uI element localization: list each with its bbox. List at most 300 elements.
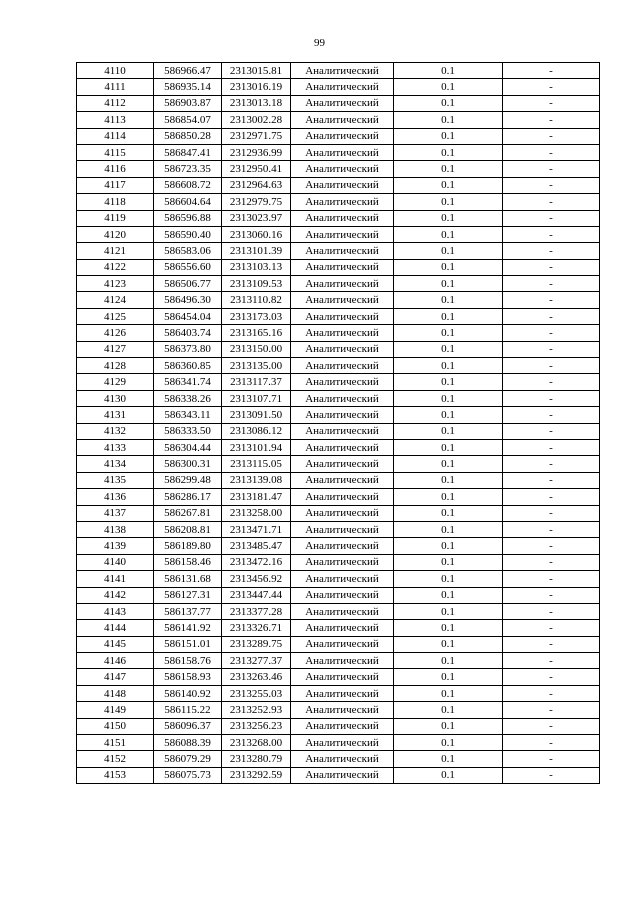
accuracy-cell: 0.1 (394, 161, 503, 177)
accuracy-cell: 0.1 (394, 292, 503, 308)
point-number-cell: 4121 (77, 243, 154, 259)
method-cell: Аналитический (291, 128, 394, 144)
y-coordinate-cell: 2313252.93 (222, 702, 291, 718)
method-cell: Аналитический (291, 653, 394, 669)
table-row (77, 177, 600, 193)
x-coordinate-cell: 586286.17 (154, 489, 222, 505)
point-number-cell: 4118 (77, 194, 154, 210)
table-row (77, 653, 600, 669)
method-cell: Аналитический (291, 439, 394, 455)
x-coordinate-cell: 586903.87 (154, 95, 222, 111)
x-coordinate-cell: 586596.88 (154, 210, 222, 226)
note-cell: - (503, 521, 600, 537)
table-row (77, 718, 600, 734)
x-coordinate-cell: 586506.77 (154, 276, 222, 292)
accuracy-cell: 0.1 (394, 603, 503, 619)
accuracy-cell: 0.1 (394, 685, 503, 701)
point-number-cell: 4122 (77, 259, 154, 275)
note-cell: - (503, 407, 600, 423)
table-row (77, 95, 600, 111)
method-cell: Аналитический (291, 702, 394, 718)
note-cell: - (503, 718, 600, 734)
x-coordinate-cell: 586137.77 (154, 603, 222, 619)
x-coordinate-cell: 586208.81 (154, 521, 222, 537)
note-cell: - (503, 341, 600, 357)
point-number-cell: 4112 (77, 95, 154, 111)
table-row (77, 571, 600, 587)
method-cell: Аналитический (291, 161, 394, 177)
note-cell: - (503, 587, 600, 603)
accuracy-cell: 0.1 (394, 63, 503, 79)
x-coordinate-cell: 586088.39 (154, 735, 222, 751)
x-coordinate-cell: 586373.80 (154, 341, 222, 357)
y-coordinate-cell: 2313060.16 (222, 226, 291, 242)
point-number-cell: 4133 (77, 439, 154, 455)
table-row (77, 636, 600, 652)
x-coordinate-cell: 586151.01 (154, 636, 222, 652)
point-number-cell: 4143 (77, 603, 154, 619)
accuracy-cell: 0.1 (394, 439, 503, 455)
table-row (77, 521, 600, 537)
x-coordinate-cell: 586403.74 (154, 325, 222, 341)
x-coordinate-cell: 586158.76 (154, 653, 222, 669)
method-cell: Аналитический (291, 571, 394, 587)
method-cell: Аналитический (291, 735, 394, 751)
point-number-cell: 4110 (77, 63, 154, 79)
note-cell: - (503, 653, 600, 669)
note-cell: - (503, 79, 600, 95)
y-coordinate-cell: 2313377.28 (222, 603, 291, 619)
y-coordinate-cell: 2313280.79 (222, 751, 291, 767)
note-cell: - (503, 571, 600, 587)
point-number-cell: 4153 (77, 767, 154, 783)
method-cell: Аналитический (291, 341, 394, 357)
table-row (77, 144, 600, 160)
point-number-cell: 4144 (77, 620, 154, 636)
point-number-cell: 4111 (77, 79, 154, 95)
y-coordinate-cell: 2313086.12 (222, 423, 291, 439)
note-cell: - (503, 390, 600, 406)
note-cell: - (503, 685, 600, 701)
table-row (77, 358, 600, 374)
y-coordinate-cell: 2313107.71 (222, 390, 291, 406)
x-coordinate-cell: 586854.07 (154, 112, 222, 128)
accuracy-cell: 0.1 (394, 620, 503, 636)
note-cell: - (503, 636, 600, 652)
accuracy-cell: 0.1 (394, 308, 503, 324)
table-row (77, 276, 600, 292)
method-cell: Аналитический (291, 620, 394, 636)
y-coordinate-cell: 2313471.71 (222, 521, 291, 537)
table-row (77, 472, 600, 488)
accuracy-cell: 0.1 (394, 587, 503, 603)
accuracy-cell: 0.1 (394, 177, 503, 193)
accuracy-cell: 0.1 (394, 505, 503, 521)
method-cell: Аналитический (291, 423, 394, 439)
method-cell: Аналитический (291, 636, 394, 652)
x-coordinate-cell: 586131.68 (154, 571, 222, 587)
table-row (77, 79, 600, 95)
note-cell: - (503, 226, 600, 242)
method-cell: Аналитический (291, 587, 394, 603)
note-cell: - (503, 210, 600, 226)
method-cell: Аналитический (291, 259, 394, 275)
point-number-cell: 4134 (77, 456, 154, 472)
point-number-cell: 4114 (77, 128, 154, 144)
accuracy-cell: 0.1 (394, 128, 503, 144)
y-coordinate-cell: 2313181.47 (222, 489, 291, 505)
note-cell: - (503, 194, 600, 210)
table-row (77, 390, 600, 406)
y-coordinate-cell: 2312971.75 (222, 128, 291, 144)
page-number: 99 (314, 37, 325, 49)
method-cell: Аналитический (291, 767, 394, 783)
method-cell: Аналитический (291, 407, 394, 423)
accuracy-cell: 0.1 (394, 341, 503, 357)
table-row (77, 374, 600, 390)
x-coordinate-cell: 586608.72 (154, 177, 222, 193)
point-number-cell: 4142 (77, 587, 154, 603)
table-row (77, 538, 600, 554)
accuracy-cell: 0.1 (394, 423, 503, 439)
x-coordinate-cell: 586343.11 (154, 407, 222, 423)
x-coordinate-cell: 586189.80 (154, 538, 222, 554)
accuracy-cell: 0.1 (394, 718, 503, 734)
accuracy-cell: 0.1 (394, 456, 503, 472)
point-number-cell: 4127 (77, 341, 154, 357)
note-cell: - (503, 472, 600, 488)
y-coordinate-cell: 2313456.92 (222, 571, 291, 587)
y-coordinate-cell: 2313101.39 (222, 243, 291, 259)
x-coordinate-cell: 586115.22 (154, 702, 222, 718)
x-coordinate-cell: 586723.35 (154, 161, 222, 177)
method-cell: Аналитический (291, 79, 394, 95)
table-row (77, 63, 600, 79)
y-coordinate-cell: 2313015.81 (222, 63, 291, 79)
table-row (77, 767, 600, 783)
x-coordinate-cell: 586158.93 (154, 669, 222, 685)
y-coordinate-cell: 2313150.00 (222, 341, 291, 357)
table-row (77, 735, 600, 751)
point-number-cell: 4141 (77, 571, 154, 587)
x-coordinate-cell: 586454.04 (154, 308, 222, 324)
point-number-cell: 4131 (77, 407, 154, 423)
y-coordinate-cell: 2313016.19 (222, 79, 291, 95)
accuracy-cell: 0.1 (394, 194, 503, 210)
y-coordinate-cell: 2313135.00 (222, 358, 291, 374)
method-cell: Аналитический (291, 390, 394, 406)
accuracy-cell: 0.1 (394, 210, 503, 226)
y-coordinate-cell: 2313472.16 (222, 554, 291, 570)
method-cell: Аналитический (291, 489, 394, 505)
accuracy-cell: 0.1 (394, 276, 503, 292)
method-cell: Аналитический (291, 308, 394, 324)
y-coordinate-cell: 2313101.94 (222, 439, 291, 455)
method-cell: Аналитический (291, 243, 394, 259)
x-coordinate-cell: 586141.92 (154, 620, 222, 636)
point-number-cell: 4120 (77, 226, 154, 242)
point-number-cell: 4135 (77, 472, 154, 488)
note-cell: - (503, 161, 600, 177)
accuracy-cell: 0.1 (394, 735, 503, 751)
x-coordinate-cell: 586360.85 (154, 358, 222, 374)
y-coordinate-cell: 2313268.00 (222, 735, 291, 751)
x-coordinate-cell: 586935.14 (154, 79, 222, 95)
note-cell: - (503, 243, 600, 259)
x-coordinate-cell: 586096.37 (154, 718, 222, 734)
note-cell: - (503, 308, 600, 324)
method-cell: Аналитический (291, 63, 394, 79)
accuracy-cell: 0.1 (394, 521, 503, 537)
point-number-cell: 4152 (77, 751, 154, 767)
method-cell: Аналитический (291, 669, 394, 685)
table-row (77, 456, 600, 472)
method-cell: Аналитический (291, 95, 394, 111)
table-row (77, 226, 600, 242)
point-number-cell: 4123 (77, 276, 154, 292)
x-coordinate-cell: 586075.73 (154, 767, 222, 783)
table-row (77, 587, 600, 603)
x-coordinate-cell: 586127.31 (154, 587, 222, 603)
y-coordinate-cell: 2313023.97 (222, 210, 291, 226)
point-number-cell: 4147 (77, 669, 154, 685)
table-row (77, 194, 600, 210)
note-cell: - (503, 702, 600, 718)
table-row (77, 751, 600, 767)
point-number-cell: 4136 (77, 489, 154, 505)
method-cell: Аналитический (291, 685, 394, 701)
note-cell: - (503, 767, 600, 783)
accuracy-cell: 0.1 (394, 702, 503, 718)
x-coordinate-cell: 586304.44 (154, 439, 222, 455)
table-row (77, 685, 600, 701)
point-number-cell: 4138 (77, 521, 154, 537)
point-number-cell: 4129 (77, 374, 154, 390)
table-row (77, 243, 600, 259)
y-coordinate-cell: 2313292.59 (222, 767, 291, 783)
point-number-cell: 4139 (77, 538, 154, 554)
note-cell: - (503, 112, 600, 128)
y-coordinate-cell: 2313109.53 (222, 276, 291, 292)
accuracy-cell: 0.1 (394, 636, 503, 652)
y-coordinate-cell: 2313289.75 (222, 636, 291, 652)
point-number-cell: 4117 (77, 177, 154, 193)
table-row (77, 308, 600, 324)
point-number-cell: 4113 (77, 112, 154, 128)
method-cell: Аналитический (291, 144, 394, 160)
method-cell: Аналитический (291, 505, 394, 521)
method-cell: Аналитический (291, 210, 394, 226)
x-coordinate-cell: 586158.46 (154, 554, 222, 570)
x-coordinate-cell: 586267.81 (154, 505, 222, 521)
accuracy-cell: 0.1 (394, 95, 503, 111)
table-row (77, 669, 600, 685)
method-cell: Аналитический (291, 226, 394, 242)
x-coordinate-cell: 586333.50 (154, 423, 222, 439)
accuracy-cell: 0.1 (394, 554, 503, 570)
note-cell: - (503, 423, 600, 439)
note-cell: - (503, 735, 600, 751)
y-coordinate-cell: 2312950.41 (222, 161, 291, 177)
table-row (77, 423, 600, 439)
x-coordinate-cell: 586300.31 (154, 456, 222, 472)
method-cell: Аналитический (291, 325, 394, 341)
method-cell: Аналитический (291, 538, 394, 554)
table-row (77, 292, 600, 308)
y-coordinate-cell: 2313263.46 (222, 669, 291, 685)
x-coordinate-cell: 586341.74 (154, 374, 222, 390)
note-cell: - (503, 276, 600, 292)
note-cell: - (503, 456, 600, 472)
point-number-cell: 4150 (77, 718, 154, 734)
method-cell: Аналитический (291, 194, 394, 210)
note-cell: - (503, 292, 600, 308)
y-coordinate-cell: 2313115.05 (222, 456, 291, 472)
accuracy-cell: 0.1 (394, 79, 503, 95)
point-number-cell: 4145 (77, 636, 154, 652)
table-row (77, 341, 600, 357)
note-cell: - (503, 620, 600, 636)
accuracy-cell: 0.1 (394, 653, 503, 669)
point-number-cell: 4116 (77, 161, 154, 177)
y-coordinate-cell: 2313258.00 (222, 505, 291, 521)
y-coordinate-cell: 2312936.99 (222, 144, 291, 160)
method-cell: Аналитический (291, 718, 394, 734)
accuracy-cell: 0.1 (394, 751, 503, 767)
table-row (77, 407, 600, 423)
point-number-cell: 4151 (77, 735, 154, 751)
table-row (77, 259, 600, 275)
point-number-cell: 4115 (77, 144, 154, 160)
table-row (77, 439, 600, 455)
y-coordinate-cell: 2313277.37 (222, 653, 291, 669)
method-cell: Аналитический (291, 554, 394, 570)
point-number-cell: 4119 (77, 210, 154, 226)
x-coordinate-cell: 586850.28 (154, 128, 222, 144)
point-number-cell: 4148 (77, 685, 154, 701)
method-cell: Аналитический (291, 456, 394, 472)
x-coordinate-cell: 586079.29 (154, 751, 222, 767)
table-row (77, 489, 600, 505)
note-cell: - (503, 751, 600, 767)
method-cell: Аналитический (291, 374, 394, 390)
note-cell: - (503, 554, 600, 570)
x-coordinate-cell: 586583.06 (154, 243, 222, 259)
accuracy-cell: 0.1 (394, 669, 503, 685)
x-coordinate-cell: 586590.40 (154, 226, 222, 242)
note-cell: - (503, 505, 600, 521)
accuracy-cell: 0.1 (394, 259, 503, 275)
x-coordinate-cell: 586338.26 (154, 390, 222, 406)
point-number-cell: 4137 (77, 505, 154, 521)
x-coordinate-cell: 586966.47 (154, 63, 222, 79)
y-coordinate-cell: 2313173.03 (222, 308, 291, 324)
method-cell: Аналитический (291, 472, 394, 488)
table-row (77, 505, 600, 521)
point-number-cell: 4146 (77, 653, 154, 669)
accuracy-cell: 0.1 (394, 390, 503, 406)
method-cell: Аналитический (291, 292, 394, 308)
accuracy-cell: 0.1 (394, 407, 503, 423)
x-coordinate-cell: 586604.64 (154, 194, 222, 210)
table-row (77, 620, 600, 636)
point-number-cell: 4124 (77, 292, 154, 308)
y-coordinate-cell: 2313110.82 (222, 292, 291, 308)
x-coordinate-cell: 586847.41 (154, 144, 222, 160)
method-cell: Аналитический (291, 276, 394, 292)
note-cell: - (503, 325, 600, 341)
y-coordinate-cell: 2313103.13 (222, 259, 291, 275)
accuracy-cell: 0.1 (394, 226, 503, 242)
coordinates-table (76, 62, 600, 784)
accuracy-cell: 0.1 (394, 472, 503, 488)
note-cell: - (503, 358, 600, 374)
note-cell: - (503, 489, 600, 505)
note-cell: - (503, 669, 600, 685)
point-number-cell: 4128 (77, 358, 154, 374)
method-cell: Аналитический (291, 603, 394, 619)
y-coordinate-cell: 2313255.03 (222, 685, 291, 701)
point-number-cell: 4149 (77, 702, 154, 718)
method-cell: Аналитический (291, 177, 394, 193)
note-cell: - (503, 259, 600, 275)
y-coordinate-cell: 2313002.28 (222, 112, 291, 128)
x-coordinate-cell: 586299.48 (154, 472, 222, 488)
table-row (77, 603, 600, 619)
table-row (77, 112, 600, 128)
method-cell: Аналитический (291, 521, 394, 537)
y-coordinate-cell: 2312964.63 (222, 177, 291, 193)
note-cell: - (503, 63, 600, 79)
y-coordinate-cell: 2313165.16 (222, 325, 291, 341)
note-cell: - (503, 538, 600, 554)
accuracy-cell: 0.1 (394, 374, 503, 390)
accuracy-cell: 0.1 (394, 538, 503, 554)
table-row (77, 325, 600, 341)
table-row (77, 702, 600, 718)
point-number-cell: 4132 (77, 423, 154, 439)
x-coordinate-cell: 586140.92 (154, 685, 222, 701)
table-row (77, 161, 600, 177)
y-coordinate-cell: 2313447.44 (222, 587, 291, 603)
table-row (77, 210, 600, 226)
y-coordinate-cell: 2313256.23 (222, 718, 291, 734)
accuracy-cell: 0.1 (394, 767, 503, 783)
accuracy-cell: 0.1 (394, 489, 503, 505)
accuracy-cell: 0.1 (394, 144, 503, 160)
table-row (77, 554, 600, 570)
method-cell: Аналитический (291, 112, 394, 128)
x-coordinate-cell: 586496.30 (154, 292, 222, 308)
coordinates-table-body (77, 63, 600, 784)
x-coordinate-cell: 586556.60 (154, 259, 222, 275)
y-coordinate-cell: 2312979.75 (222, 194, 291, 210)
y-coordinate-cell: 2313326.71 (222, 620, 291, 636)
table-row (77, 128, 600, 144)
accuracy-cell: 0.1 (394, 571, 503, 587)
note-cell: - (503, 177, 600, 193)
point-number-cell: 4126 (77, 325, 154, 341)
y-coordinate-cell: 2313013.18 (222, 95, 291, 111)
accuracy-cell: 0.1 (394, 243, 503, 259)
y-coordinate-cell: 2313139.08 (222, 472, 291, 488)
note-cell: - (503, 374, 600, 390)
method-cell: Аналитический (291, 751, 394, 767)
point-number-cell: 4125 (77, 308, 154, 324)
accuracy-cell: 0.1 (394, 112, 503, 128)
accuracy-cell: 0.1 (394, 325, 503, 341)
note-cell: - (503, 144, 600, 160)
